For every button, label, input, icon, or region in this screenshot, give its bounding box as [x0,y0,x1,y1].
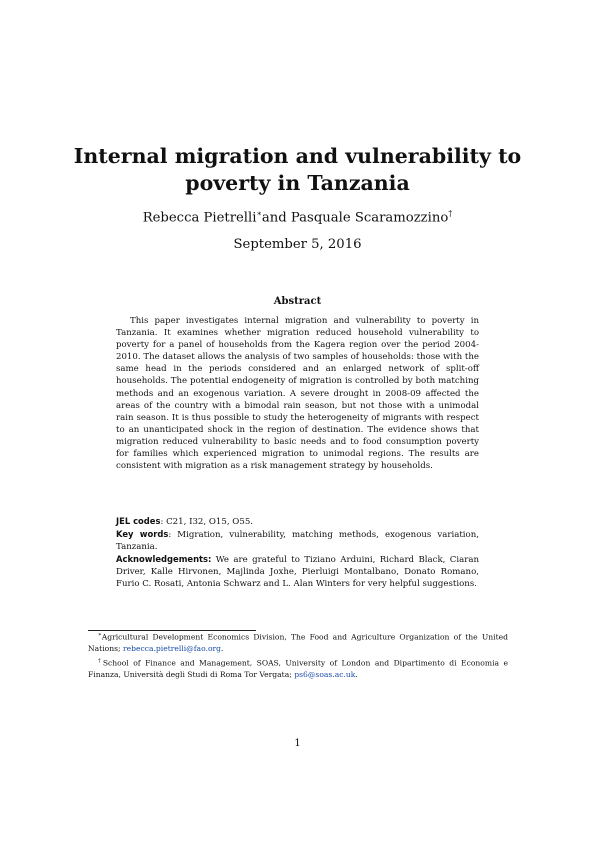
footnote-1-end: . [221,643,224,653]
author-connector: and [261,210,291,226]
keywords-value: : Migration, vulnerability, matching methods, exogenous variation, Tanzania. [116,530,479,553]
acknowledgements-value: We are grateful to Tiziano Arduini, Richard Black, Ciaran Driver, Kalle Hirvonen, Majlinda Joxhe, Pierluigi Montalbano, Donato Romano, Furio C. Rosati, Antonia Schwarz and L. Alan Winters for very helpful suggestions. [116,555,479,590]
publication-date: September 5, 2016 [233,237,362,252]
footnote-2-text: School of Finance and Management, SOAS, University of London and Dipartimento di Economia e Finanza, Università degli Studi di Roma Tor Vergata; [88,658,508,679]
email-link-pietrelli[interactable]: rebecca.pietrelli@fao.org [122,643,222,653]
footnote-mark-1: ∗ [256,209,262,218]
footnote-1-mark: ∗ [98,632,102,638]
acknowledgements-label: Acknowledgements: [116,554,212,564]
author-pietrelli: Rebecca Pietrelli [142,210,257,226]
footnote-2 [88,656,508,680]
acknowledgements [116,553,479,590]
abstract-heading: Abstract [273,296,322,307]
author-line [60,205,535,227]
keywords-label: Key words [116,529,169,539]
email-link-scaramozzino[interactable]: ps6@soas.ac.uk [294,669,356,679]
jel-value: : C21, I32, O15, O55. [160,517,254,527]
author-scaramozzino: Pasquale Scaramozzino [290,210,449,226]
page-number: 1 [294,738,301,749]
jel-label: JEL codes [116,516,161,526]
jel-codes [116,515,479,528]
footnote-1 [88,630,508,654]
footnote-2-mark: † [98,658,103,664]
footnote-mark-2: † [448,209,453,218]
key-words [116,528,479,553]
footnote-1-text: Agricultural Development Economics Division, The Food and Agriculture Organization of the United Nations; [88,632,508,653]
abstract-body: This paper investigates internal migration and vulnerability to poverty in Tanzania. It examines whether migration reduced household vulnerability to poverty for a panel of households from the Kagera region over the period 2004-2010. The dataset allows the analysis of two samples of households: those with the same head in the periods considered and an enlarged network of split-off households. The potential endogeneity of migration is controlled by both matching methods and an exogenous variation. A severe drought in 2008-09 affected the areas of the country with a bimodal rain season, but not those with a unimodal rain season. It is thus possible to study the heterogeneity of migrants with respect to an unanticipated shock in the region of destination. The evidence shows that migration reduced vulnerability to basic needs and to food consumption poverty for families which experienced migration to unimodal regions. The results are consistent with migration as a risk management strategy by households. [116,316,479,472]
paper-title: Internal migration and vulnerability to poverty in Tanzania [73,144,522,195]
footnote-2-end: . [355,669,358,679]
